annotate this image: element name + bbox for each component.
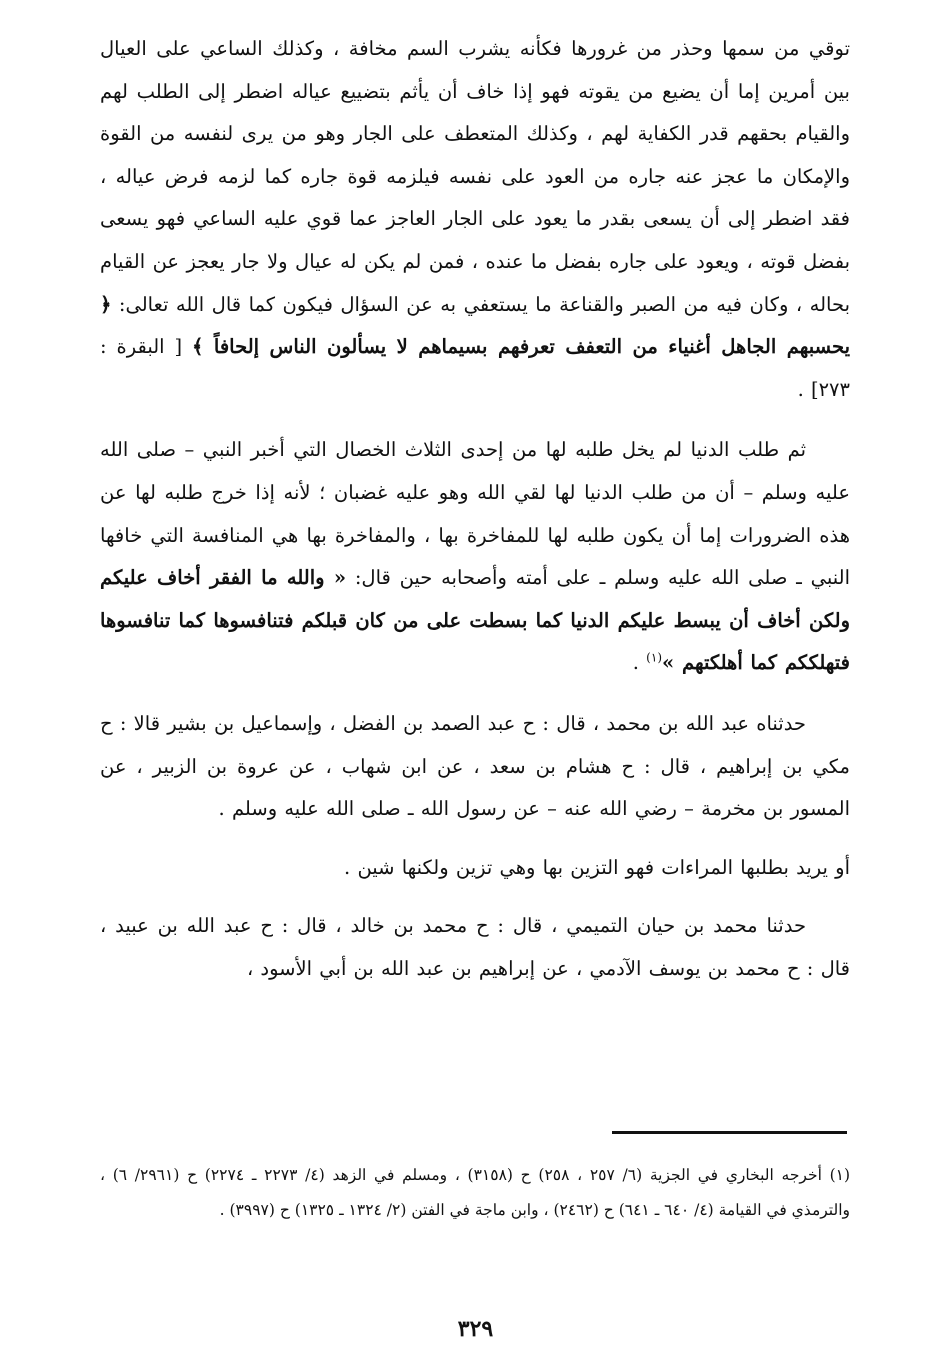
- main-text: [100, 28, 850, 990]
- hadith-quote: « والله ما الفقر أخاف عليكم ولكن أخاف أن يبسط عليكم الدنيا كما بسطت على من كان قبلكم فتنافسوها كما تنافسوها فتهلككم كما أهلكتهم »: [100, 566, 850, 675]
- paragraph: [100, 429, 850, 685]
- page-number: ٣٢٩: [457, 1316, 494, 1342]
- paragraph-text: ثم طلب الدنيا لم يخل طلبه لها من إحدى الثلاث الخصال التي أخبر النبي – صلى الله عليه وسلم – أن من طلب الدنيا لها لقي الله وهو عليه غضبان ؛ لأنه إذا خرج طلبه لها عن هذه الضرورات إما أن يكون طلبه لها للمفاخرة بها ، والمفاخرة بها هي المنافسة التي خافها النبي ـ صلى الله عليه وسلم ـ على أمته وأصحابه حين قال:: [100, 438, 850, 590]
- footnotes: [100, 1158, 850, 1227]
- paragraph-text: حدثناه عبد الله بن محمد ، قال : ح عبد الصمد بن الفضل ، وإسماعيل بن بشير قالا : ح مكي بن إبراهيم ، قال : ح هشام بن سعد ، عن ابن شهاب ، عن عروة بن الزبير ، عن المسور بن مخرمة – رضي الله عنه – عن رسول الله ـ صلى الله عليه وسلم .: [100, 711, 850, 821]
- paragraph: [100, 847, 850, 890]
- footnote-reference[interactable]: (١): [646, 650, 662, 665]
- footnote: (١) أخرجه البخاري في الجزية (٦/ ٢٥٧ ، ٢٥٨) ح (٣١٥٨) ، ومسلم في الزهد (٤/ ٢٢٧٣ ـ ٢٢٧٤) ح (٢٩٦١/ ٦) ، والترمذي في القيامة (٤/ ٦٤٠ ـ ٦٤١) ح (٢٤٦٢) ، وابن ماجة في الفتن (٢/ ١٣٢٤ ـ ١٣٢٥) ح (٣٩٩٧) .: [100, 1166, 851, 1219]
- paragraph: [100, 703, 850, 831]
- paragraph-text: حدثنا محمد بن حيان التميمي ، قال : ح محمد بن خالد ، قال : ح عبد الله بن عبيد ، قال : ح محمد بن يوسف الآدمي ، عن إبراهيم بن عبد الله بن أبي الأسود ،: [100, 914, 850, 980]
- footnote-separator: [612, 1131, 847, 1134]
- quran-reference: [ البقرة : ٢٧٣] .: [100, 335, 850, 401]
- paragraph: [100, 905, 850, 990]
- paragraph-text: توقي من سمها وحذر من غرورها فكأنه يشرب السم مخافة ، وكذلك الساعي على العيال بين أمرين إما أن يضيع من يقوته فهو إذا خاف أن يأثم بتضييع عياله اضطر إلى الطلب لهم والقيام بحقهم قدر الكفاية لهم ، وكذلك المتعطف على الجار وهو من يرى لنفسه من القوة والإمكان ما عجز عنه جاره من العود على نفسه فيلزمه قوة جاره كما لزمه فرض عياله ، فقد اضطر إلى أن يسعى بقدر ما يعود على الجار العاجز عما قوي عليه الساعي فهو يسعى بفضل قوته ، ويعود على جاره بفضل ما عنده ، فمن لم يكن له عيال ولا جار يعجز عن القيام بحاله ، وكان فيه من الصبر والقناعة ما يستعفي به عن السؤال فيكون كما قال الله تعالى:: [100, 37, 850, 316]
- paragraph-text: أو يريد بطلبها المراءات فهو التزين بها وهي تزين ولكنها شين .: [344, 855, 850, 879]
- paragraph: [100, 28, 850, 411]
- quran-quote: ﴿ يحسبهم الجاهل أغنياء من التعفف تعرفهم بسيماهم لا يسألون الناس إلحافاً ﴾: [100, 292, 850, 359]
- paragraph-end: .: [632, 651, 647, 675]
